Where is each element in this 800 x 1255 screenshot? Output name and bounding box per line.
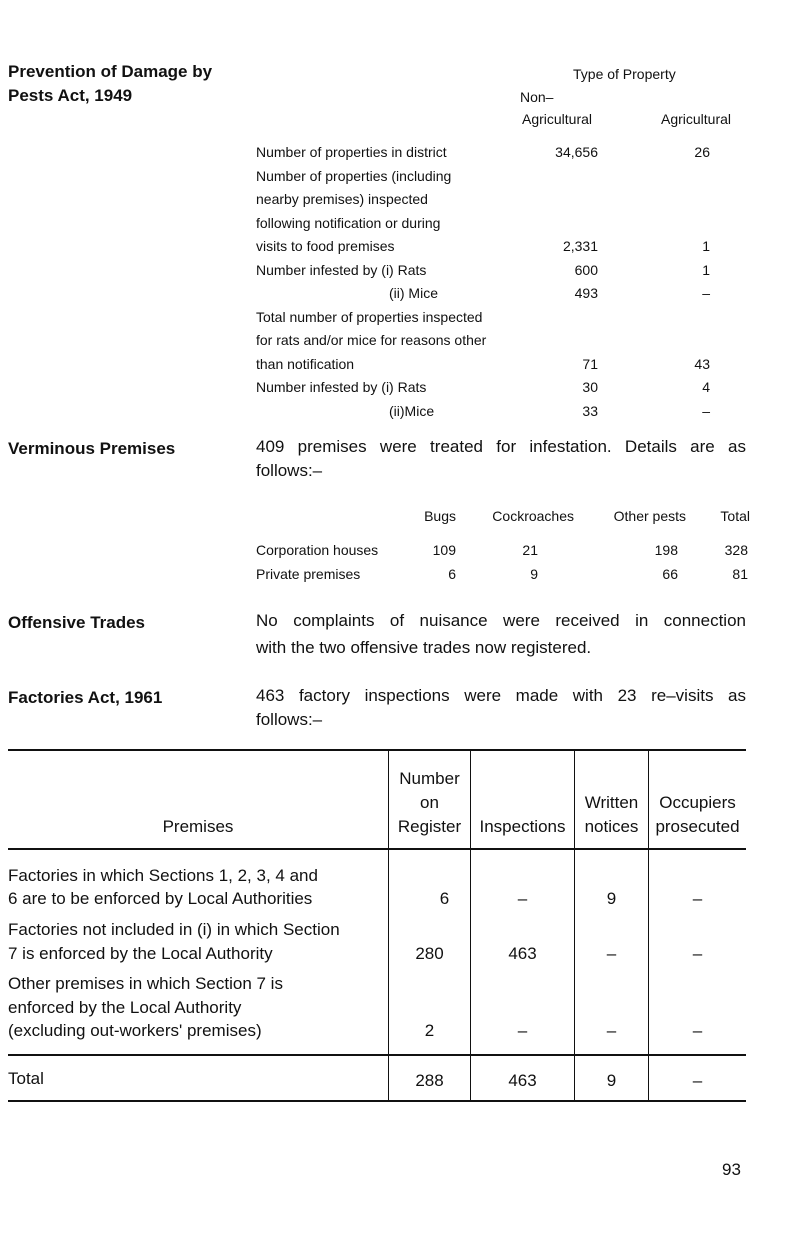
table-cell-notices: – bbox=[606, 944, 617, 963]
table-header-number: on bbox=[420, 793, 439, 812]
verminous-header-cockroaches: Cockroaches bbox=[492, 508, 574, 524]
verminous-cell: 21 bbox=[522, 542, 538, 558]
verminous-cell: 9 bbox=[530, 566, 538, 582]
pests-value-nonagricultural: 600 bbox=[574, 261, 598, 278]
pests-value-agricultural: 1 bbox=[702, 238, 710, 254]
section-heading-pests-line2: Pests Act, 1949 bbox=[8, 86, 133, 105]
table-col-divider bbox=[470, 749, 471, 1101]
table-cell-notices: – bbox=[606, 1021, 617, 1040]
table-cell-inspections: – bbox=[517, 1021, 528, 1040]
verminous-cell: 198 bbox=[654, 542, 678, 558]
pests-value-agricultural: 1 bbox=[702, 261, 710, 278]
table-total-rule bbox=[8, 1054, 746, 1056]
pests-value-agricultural: 26 bbox=[694, 144, 710, 160]
pests-row-label: (ii)Mice bbox=[389, 402, 435, 419]
table-cell-prosecuted: – bbox=[692, 944, 703, 963]
pests-value-nonagricultural: 34,656 bbox=[555, 144, 598, 160]
table-cell-prosecuted: – bbox=[692, 1021, 703, 1040]
verminous-cell: 81 bbox=[732, 566, 748, 582]
table-cell-inspections: 463 bbox=[508, 944, 537, 963]
table-row-label: Other premises in which Section 7 is bbox=[8, 974, 283, 993]
pests-value-agricultural: 43 bbox=[694, 355, 710, 372]
pests-row-label: nearby premises) inspected bbox=[256, 191, 428, 207]
pests-row-label: for rats and/or mice for reasons other bbox=[256, 332, 487, 348]
pests-row-label: than notification bbox=[256, 355, 355, 372]
factories-line2: follows:– bbox=[256, 710, 323, 729]
table-top-rule bbox=[8, 749, 746, 751]
table-header-occupiers: Occupiers bbox=[659, 793, 736, 812]
verminous-header-bugs: Bugs bbox=[424, 508, 456, 524]
pests-row-label: Total number of properties inspected bbox=[256, 308, 483, 325]
table-bottom-rule bbox=[8, 1100, 746, 1102]
pests-row-label: (ii) Mice bbox=[389, 285, 438, 301]
table-header-written: Written bbox=[584, 793, 639, 812]
pests-type-header: Type of Property bbox=[573, 66, 676, 82]
table-cell-register: 280 bbox=[415, 944, 444, 963]
table-row-label: (excluding out-workers' premises) bbox=[8, 1021, 262, 1040]
pests-col1-line1: Non– bbox=[520, 89, 554, 105]
pests-value-nonagricultural: 33 bbox=[582, 402, 598, 419]
verminous-header-total: Total bbox=[720, 508, 750, 524]
pests-row-label: following notification or during bbox=[256, 214, 441, 231]
pests-row-label: Number of properties in district bbox=[256, 144, 447, 160]
verminous-row-label: Corporation houses bbox=[256, 542, 379, 558]
table-row-label: 6 are to be enforced by Local Authorities bbox=[8, 889, 313, 908]
pests-row-label: visits to food premises bbox=[256, 238, 395, 254]
pests-col1-line2: Agricultural bbox=[522, 111, 593, 127]
section-heading-pests: Prevention of Damage by bbox=[8, 62, 213, 81]
table-row-label: Factories in which Sections 1, 2, 3, 4 and bbox=[8, 866, 318, 885]
verminous-cell: 66 bbox=[662, 566, 678, 582]
verminous-header-other-pests: Other pests bbox=[613, 508, 686, 524]
table-total-label: Total bbox=[8, 1069, 44, 1088]
table-row-label: enforced by the Local Authority bbox=[8, 998, 242, 1017]
table-total-register: 288 bbox=[415, 1071, 444, 1090]
table-header-inspections: Inspections bbox=[479, 817, 566, 836]
pests-value-agricultural: – bbox=[702, 285, 710, 301]
verminous-cell: 6 bbox=[448, 566, 456, 582]
offensive-line2: with the two offensive trades now registered. bbox=[256, 638, 592, 657]
pests-value-agricultural: 4 bbox=[702, 379, 710, 395]
pests-row-label: Number infested by (i) Rats bbox=[256, 379, 427, 395]
section-heading-factories: Factories Act, 1961 bbox=[8, 688, 163, 707]
verminous-row-label: Private premises bbox=[256, 566, 361, 582]
offensive-line1: No complaints of nuisance were received in connection bbox=[256, 611, 746, 630]
table-header-premises: Premises bbox=[162, 817, 234, 836]
table-total-inspections: 463 bbox=[508, 1071, 537, 1090]
table-cell-notices: 9 bbox=[606, 889, 617, 908]
table-header-rule bbox=[8, 848, 746, 850]
section-heading-verminous: Verminous Premises bbox=[8, 439, 176, 458]
table-row-label: Factories not included in (i) in which Section bbox=[8, 920, 340, 939]
pests-col2-header: Agricultural bbox=[661, 111, 732, 127]
verminous-cell: 109 bbox=[432, 542, 456, 558]
table-cell-register: 2 bbox=[424, 1021, 435, 1040]
table-row-label: 7 is enforced by the Local Authority bbox=[8, 944, 273, 963]
factories-line1: 463 factory inspections were made with 23 re–visits as bbox=[256, 686, 746, 705]
pests-value-nonagricultural: 71 bbox=[582, 355, 598, 372]
table-cell-inspections: – bbox=[517, 889, 528, 908]
pests-value-nonagricultural: 30 bbox=[582, 379, 598, 395]
table-header-number: Number bbox=[399, 769, 460, 788]
table-cell-register: 6 bbox=[439, 889, 450, 908]
verminous-para-line2: follows:– bbox=[256, 461, 323, 480]
section-heading-offensive: Offensive Trades bbox=[8, 613, 146, 632]
pests-value-agricultural: – bbox=[702, 402, 710, 419]
pests-value-nonagricultural: 493 bbox=[574, 285, 598, 301]
pests-row-label: Number of properties (including bbox=[256, 167, 452, 184]
table-header-written: notices bbox=[584, 817, 639, 836]
table-cell-prosecuted: – bbox=[692, 889, 703, 908]
pests-row-label: Number infested by (i) Rats bbox=[256, 261, 427, 278]
page-number: 93 bbox=[722, 1160, 741, 1179]
table-total-prosecuted: – bbox=[692, 1071, 703, 1090]
table-total-notices: 9 bbox=[606, 1071, 617, 1090]
table-header-number: Register bbox=[397, 817, 462, 836]
verminous-para-line1: 409 premises were treated for infestation. Details are as bbox=[256, 437, 746, 456]
pests-value-nonagricultural: 2,331 bbox=[562, 238, 598, 254]
verminous-cell: 328 bbox=[724, 542, 748, 558]
table-header-occupiers: prosecuted bbox=[655, 817, 740, 836]
